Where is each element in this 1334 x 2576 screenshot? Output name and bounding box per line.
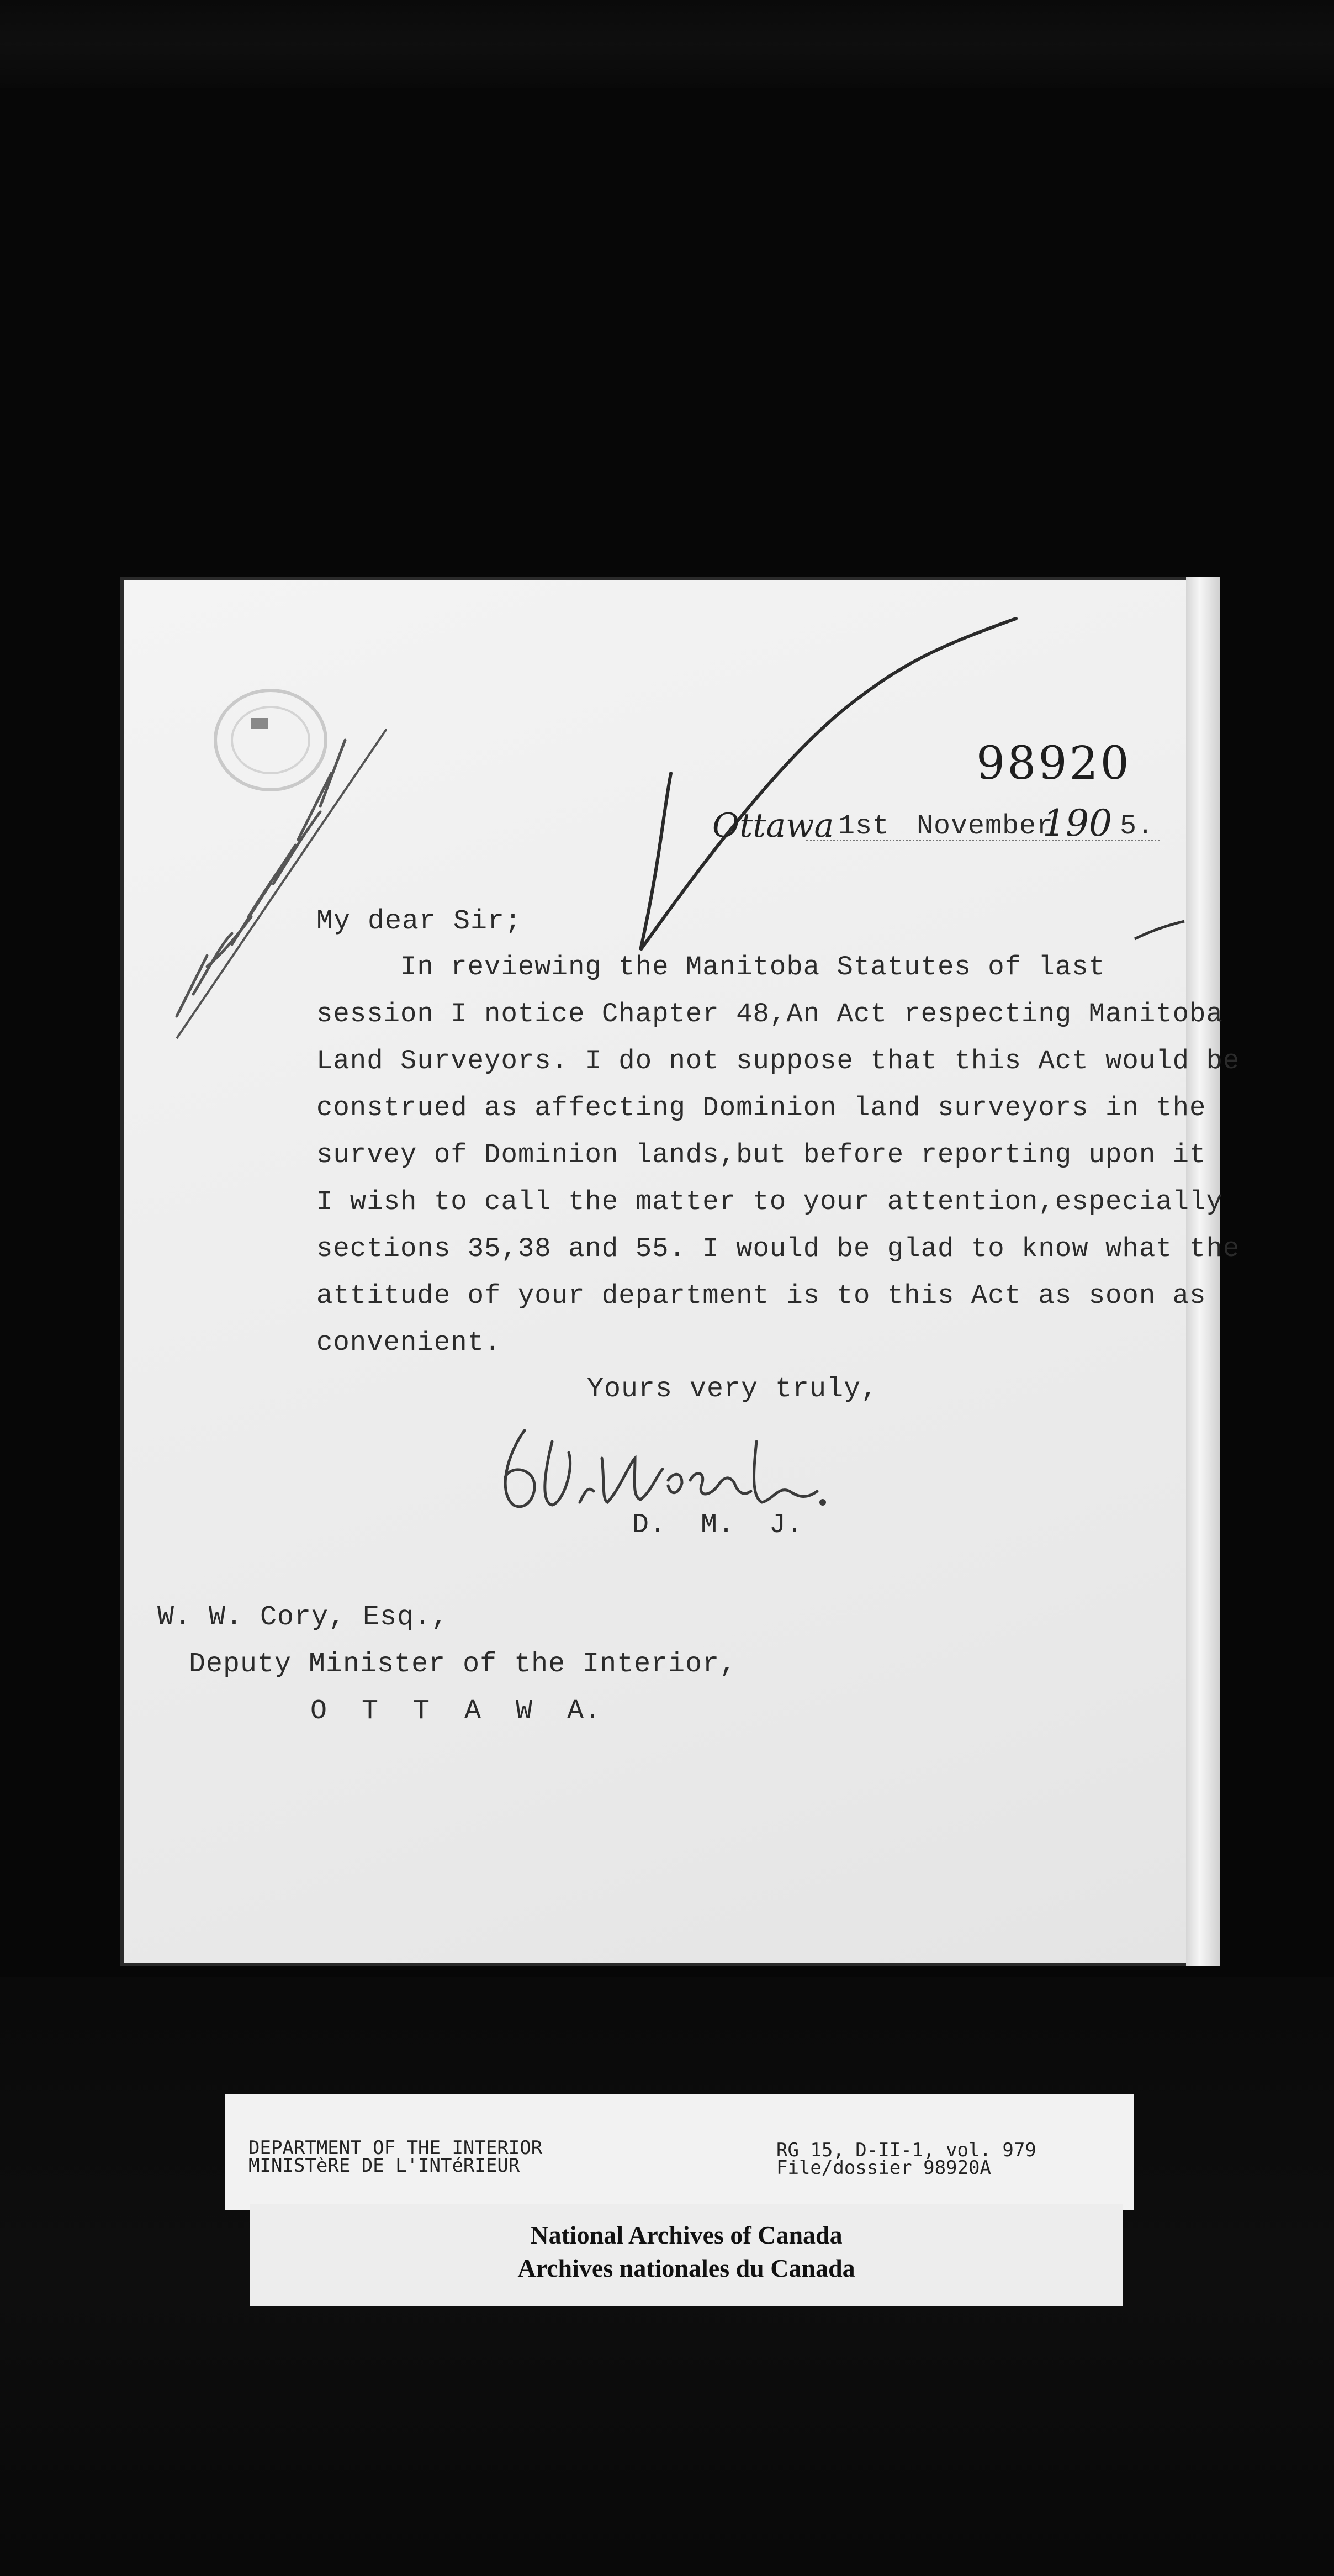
body-line: survey of Dominion lands,but before reporting upon it <box>316 1139 1206 1170</box>
department-english: DEPARTMENT OF THE INTERIOR <box>248 2137 543 2159</box>
body-line: I wish to call the matter to your attention,especially <box>316 1186 1223 1217</box>
dateline-year-handwritten: 190 <box>1042 802 1112 844</box>
dateline-month: November <box>917 811 1054 842</box>
signature <box>491 1408 845 1519</box>
dateline-year-typed: 5. <box>1120 811 1155 842</box>
scan-noise-top <box>0 0 1334 88</box>
margin-mark <box>1129 917 1190 950</box>
salutation: My dear Sir; <box>316 906 522 937</box>
department-french: MINISTèRE DE L'INTéRIEUR <box>248 2155 520 2177</box>
body-line: In reviewing the Manitoba Statutes of last <box>316 952 1106 983</box>
addressee-name: W. W. Cory, Esq., <box>157 1602 449 1633</box>
archive-footer-label <box>250 2204 1123 2306</box>
closing: Yours very truly, <box>587 1374 878 1405</box>
addressee-city: O T T A W A. <box>310 1696 602 1727</box>
record-group-reference: RG 15, D-II-1, vol. 979 <box>776 2139 1036 2161</box>
file-dossier-reference: File/dossier 98920A <box>776 2157 991 2179</box>
archive-name-english: National Archives of Canada <box>530 2221 843 2249</box>
dateline-day: 1st <box>838 811 890 842</box>
archive-name-french: Archives nationales du Canada <box>517 2254 855 2282</box>
dateline <box>712 802 1171 845</box>
letter-sheet-edge <box>1186 577 1220 1966</box>
body-line: session I notice Chapter 48,An Act respecting Manitoba <box>316 999 1223 1030</box>
dateline-place: Ottawa <box>712 806 834 845</box>
file-number: 98920 <box>976 737 1131 790</box>
addressee-title: Deputy Minister of the Interior, <box>189 1649 737 1680</box>
archive-reference-label <box>225 2094 1134 2210</box>
typist-initials: D. M. J. <box>632 1509 804 1541</box>
body-line: Land Surveyors. I do not suppose that this Act would be <box>316 1046 1240 1076</box>
body-line: sections 35,38 and 55. I would be glad to know what the <box>316 1233 1240 1264</box>
body-line: convenient. <box>316 1327 501 1358</box>
body-line: attitude of your department is to this Act as soon as <box>316 1280 1206 1311</box>
check-mark <box>618 608 1027 961</box>
margin-handwriting <box>155 707 387 1049</box>
body-line: construed as affecting Dominion land surveyors in the <box>316 1092 1206 1123</box>
